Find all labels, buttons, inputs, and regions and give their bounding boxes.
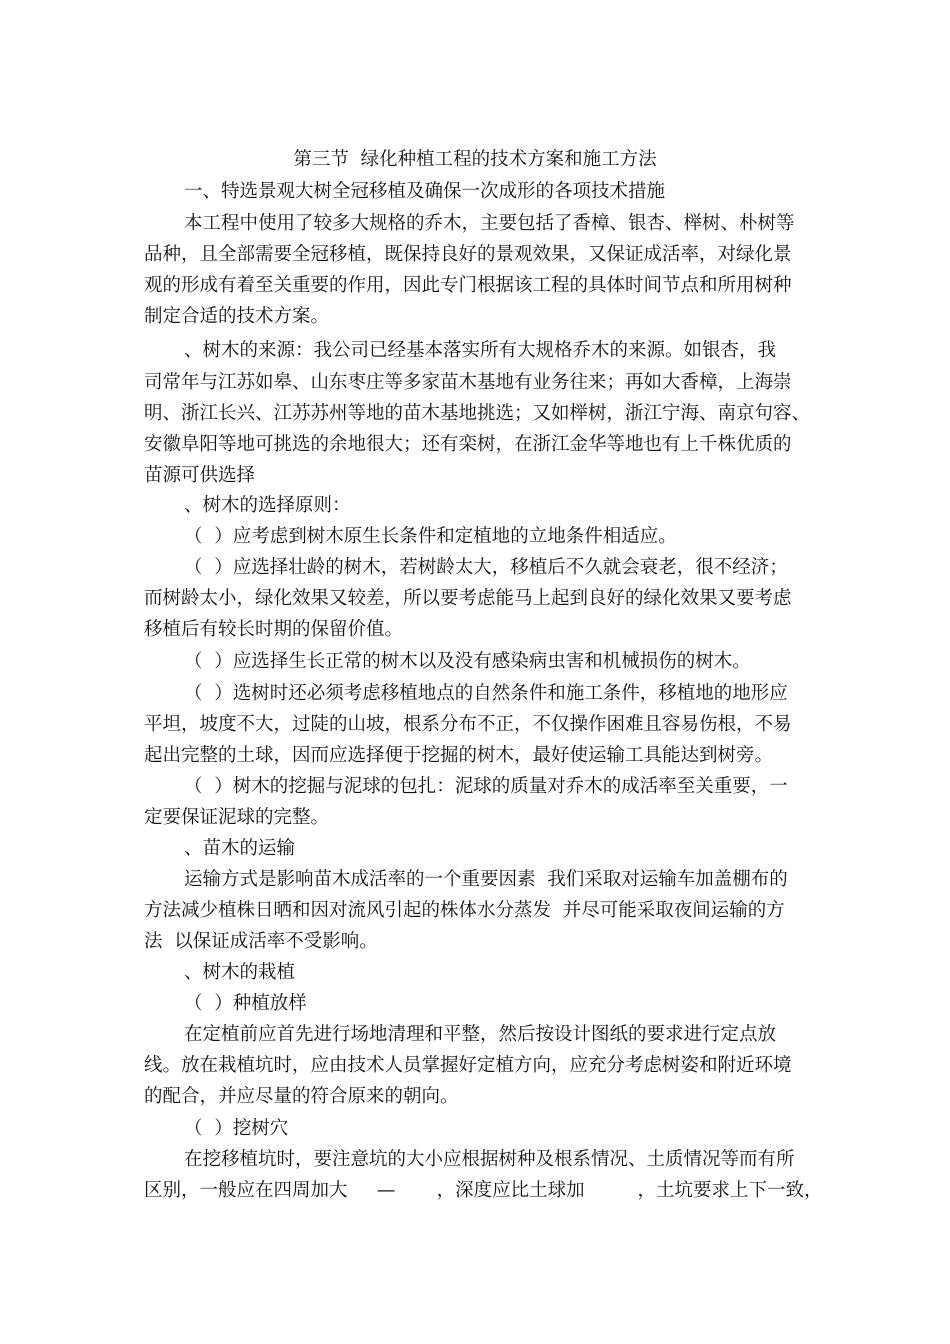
dig-line: 区别，一般应在四周加大 — ，深度应比土球加 ，土坑要求上下一致， <box>144 1180 823 1201</box>
dig-title: （ ）挖树穴 <box>184 1118 289 1139</box>
principle-item-4: （ ）选树时还必须考虑移植地点的自然条件和施工条件，移植地的地形应 <box>184 683 788 704</box>
principle-item-5: （ ）树木的挖掘与泥球的包扎：泥球的质量对乔木的成活率至关重要，一 <box>184 776 788 797</box>
setout-title: （ ）种植放样 <box>184 993 307 1014</box>
intro-line: 本工程中使用了较多大规格的乔木，主要包括了香樟、银杏、榉树、朴树等 <box>184 213 795 234</box>
principle-item-1: （ ）应考虑到树木原生长条件和定植地的立地条件相适应。 <box>184 526 677 547</box>
principle-item-4-line: 平坦，坡度不大，过陡的山坡，根系分布不正，不仅操作困难且容易伤根，不易 <box>144 714 792 735</box>
source-line: 、树木的来源：我公司已经基本落实所有大规格乔木的来源。如银杏，我 <box>184 340 777 361</box>
source-line: 苗源可供选择 <box>144 465 256 486</box>
transport-title: 、苗木的运输 <box>184 838 296 859</box>
intro-line: 品种，且全部需要全冠移植，既保持良好的景观效果，又保证成活率，对绿化景 <box>144 244 792 265</box>
principle-title: 、树木的选择原则： <box>184 495 351 516</box>
source-line: 明、浙江长兴、江苏苏州等地的苗木基地挑选；又如榉树，浙江宁海、南京句容、 <box>144 403 811 424</box>
planting-title: 、树木的栽植 <box>184 962 296 983</box>
principle-item-5-line: 定要保证泥球的完整。 <box>144 807 330 828</box>
principle-item-4-line: 起出完整的土球，因而应选择便于挖掘的树木，最好使运输工具能达到树旁。 <box>144 745 774 766</box>
transport-line: 运输方式是影响苗木成活率的一个重要因素 我们采取对运输车加盖棚布的 <box>184 869 788 890</box>
principle-item-2-line: 移植后有较长时期的保留价值。 <box>144 619 404 640</box>
heading-1: 一、特选景观大树全冠移植及确保一次成形的各项技术措施 <box>184 181 666 202</box>
setout-line: 的配合，并应尽量的符合原来的朝向。 <box>144 1086 459 1107</box>
transport-line: 法 以保证成活率不受影响。 <box>144 931 378 952</box>
intro-line: 观的形成有着至关重要的作用，因此专门根据该工程的具体时间节点和所用树种 <box>144 275 792 296</box>
source-line: 安徽阜阳等地可挑选的余地很大；还有栾树，在浙江金华等地也有上千株优质的 <box>144 434 792 455</box>
principle-item-3: （ ）应选择生长正常的树木以及没有感染病虫害和机械损伤的树木。 <box>184 651 751 672</box>
principle-item-2-line: 而树龄太小，绿化效果又较差，所以要考虑能马上起到良好的绿化效果又要考虑 <box>144 588 792 609</box>
dig-line: 在挖移植坑时，要注意坑的大小应根据树种及根系情况、土质情况等而有所 <box>184 1149 795 1170</box>
transport-line: 方法减少植株日晒和因对流风引起的株体水分蒸发 并尽可能采取夜间运输的方 <box>144 900 785 921</box>
intro-line: 制定合适的技术方案。 <box>144 306 330 327</box>
setout-line: 在定植前应首先进行场地清理和平整，然后按设计图纸的要求进行定点放 <box>184 1024 777 1045</box>
setout-line: 线。放在栽植坑时，应由技术人员掌握好定植方向，应充分考虑树姿和附近环境 <box>144 1055 792 1076</box>
section-title: 第三节 绿化种植工程的技术方案和施工方法 <box>293 149 657 170</box>
source-line: 司常年与江苏如皋、山东枣庄等多家苗木基地有业务往来；再如大香樟，上海崇 <box>144 372 792 393</box>
principle-item-2: （ ）应选择壮龄的树木，若树龄太大，移植后不久就会衰老，很不经济； <box>184 557 788 578</box>
